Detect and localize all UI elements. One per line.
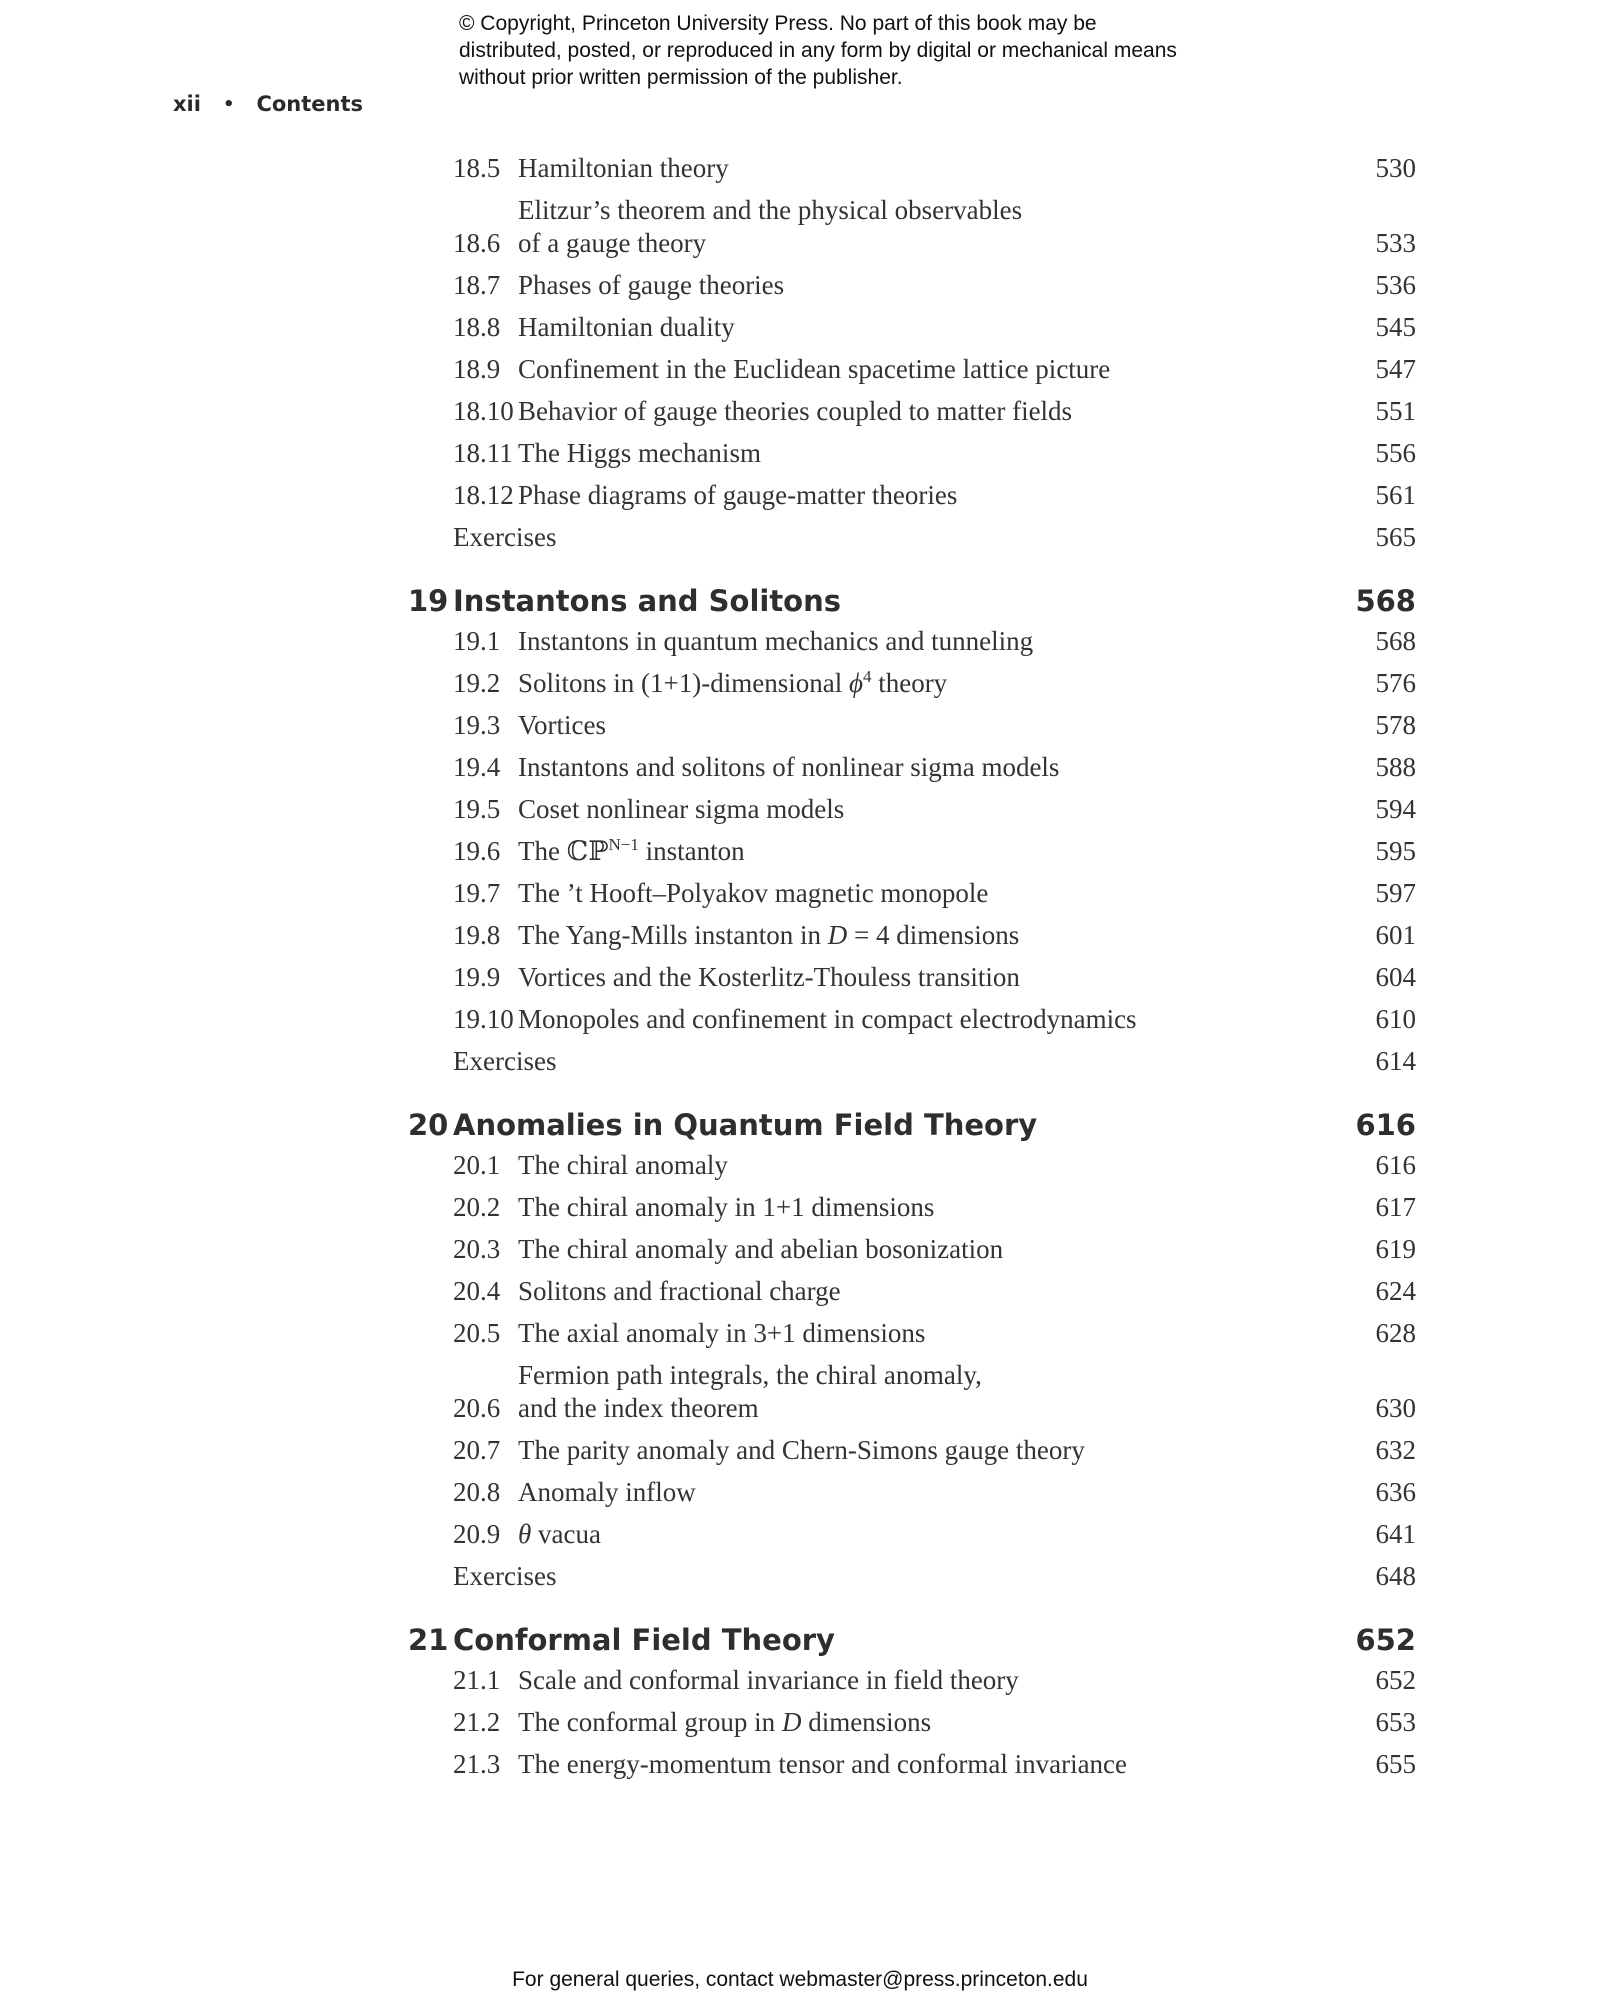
- entry-number: 20.2: [453, 1192, 501, 1222]
- entry-title-text: Hamiltonian duality: [518, 312, 735, 342]
- entry-page: 530: [1375, 153, 1416, 183]
- entry-page: 601: [1375, 920, 1416, 950]
- chapter-title: Anomalies in Quantum Field Theory: [453, 1108, 1038, 1142]
- entry-number: 18.12: [453, 480, 514, 510]
- entry-number: 19.5: [453, 794, 501, 824]
- entry-title: [518, 961, 1336, 994]
- toc-entry: [453, 919, 1416, 961]
- toc-entry: [453, 625, 1416, 667]
- entry-title: [518, 709, 1336, 742]
- toc-entry: [453, 395, 1416, 437]
- entry-number: 20.1: [453, 1150, 501, 1180]
- entry-number: 18.8: [453, 312, 501, 342]
- entry-title: [518, 1434, 1336, 1467]
- toc-entry: [453, 667, 1416, 709]
- entry-title-text: instanton: [638, 836, 745, 866]
- toc-entry: [453, 269, 1416, 311]
- entry-title: [518, 311, 1336, 344]
- chapter-page: 616: [1355, 1108, 1416, 1142]
- toc-entry: [453, 353, 1416, 395]
- entry-page: 545: [1375, 312, 1416, 342]
- entry-title-text: Exercises: [453, 1046, 557, 1076]
- entry-title-text: = 4 dimensions: [847, 920, 1020, 950]
- entry-title: [453, 521, 1336, 554]
- entry-title-text: Monopoles and confinement in compact electrodynamics: [518, 1004, 1137, 1034]
- entry-title: [518, 1233, 1336, 1266]
- entry-title-text: The ’t Hooft–Polyakov magnetic monopole: [518, 878, 989, 908]
- footer-contact: For general queries, contact webmaster@press.princeton.edu: [512, 1968, 1088, 1991]
- chapter-heading: [408, 583, 1416, 625]
- entry-title-continued: of a gauge theory: [518, 228, 707, 258]
- entry-number: 19.2: [453, 668, 501, 698]
- chapter-page: 652: [1355, 1623, 1416, 1657]
- entry-number: 18.5: [453, 153, 501, 183]
- toc-entry: [453, 751, 1416, 793]
- section-name: Contents: [256, 92, 364, 116]
- chapter-title: Conformal Field Theory: [453, 1623, 835, 1657]
- entry-page: 655: [1375, 1749, 1416, 1779]
- entry-number: 19.9: [453, 962, 501, 992]
- toc-entry: [453, 877, 1416, 919]
- entry-title-text: The conformal group in: [518, 1707, 782, 1737]
- entry-page: 536: [1375, 270, 1416, 300]
- entry-title-text: Instantons in quantum mechanics and tunneling: [518, 626, 1034, 656]
- toc-entry: [453, 793, 1416, 835]
- chapter-heading: [408, 1622, 1416, 1664]
- entry-page: 648: [1375, 1561, 1416, 1591]
- exercises-entry: [453, 1045, 1416, 1087]
- entry-number: 19.8: [453, 920, 501, 950]
- toc-entry: [453, 1434, 1416, 1476]
- entry-title-continued: and the index theorem: [518, 1393, 759, 1423]
- entry-number: 20.3: [453, 1234, 501, 1264]
- entry-number: 20.5: [453, 1318, 501, 1348]
- toc-entry: [453, 1275, 1416, 1317]
- toc-entry: [453, 1149, 1416, 1191]
- chapter-number: 21: [408, 1623, 449, 1657]
- entry-title-text: Scale and conformal invariance in field theory: [518, 1665, 1019, 1695]
- entry-title: [518, 919, 1336, 952]
- entry-title: [518, 479, 1336, 512]
- chapter-number: 20: [408, 1108, 449, 1142]
- entry-page: 578: [1375, 710, 1416, 740]
- entry-page: 588: [1375, 752, 1416, 782]
- entry-title-text: Confinement in the Euclidean spacetime lattice picture: [518, 354, 1111, 384]
- toc-entry: [453, 709, 1416, 751]
- entry-page: 597: [1375, 878, 1416, 908]
- entry-title: [518, 395, 1336, 428]
- entry-number: 19.10: [453, 1004, 514, 1034]
- toc-entry: [453, 835, 1416, 877]
- entry-number: 18.9: [453, 354, 501, 384]
- toc-entry: [453, 1003, 1416, 1045]
- chapter-number: 19: [408, 584, 449, 618]
- bullet-separator: •: [222, 93, 235, 115]
- toc-entry: [453, 1359, 1416, 1434]
- entry-number: 18.7: [453, 270, 501, 300]
- toc-entry: [453, 1191, 1416, 1233]
- entry-title-text: The Higgs mechanism: [518, 438, 761, 468]
- entry-page: 653: [1375, 1707, 1416, 1737]
- entry-title: [518, 1191, 1336, 1224]
- entry-page: 561: [1375, 480, 1416, 510]
- entry-number: 19.1: [453, 626, 501, 656]
- entry-title: [518, 1317, 1336, 1350]
- entry-number: 18.6: [453, 228, 501, 258]
- entry-title-text: Vortices: [518, 710, 606, 740]
- math-symbol: D: [781, 1707, 802, 1737]
- entry-title: [518, 1664, 1336, 1697]
- entry-title: [518, 793, 1336, 826]
- entry-number: 19.4: [453, 752, 501, 782]
- toc-entry: [453, 1476, 1416, 1518]
- entry-number: 19.3: [453, 710, 501, 740]
- chapter-heading: [408, 1107, 1416, 1149]
- entry-title: [518, 152, 1336, 185]
- entry-page: 556: [1375, 438, 1416, 468]
- entry-number: 20.7: [453, 1435, 501, 1465]
- entry-page: 624: [1375, 1276, 1416, 1306]
- entry-title-text: The axial anomaly in 3+1 dimensions: [518, 1318, 926, 1348]
- chapter-page: 568: [1355, 584, 1416, 618]
- entry-number: 19.6: [453, 836, 501, 866]
- entry-title-text: Phases of gauge theories: [518, 270, 785, 300]
- entry-page: 641: [1375, 1519, 1416, 1549]
- entry-title-text: theory: [871, 668, 948, 698]
- entry-title: [518, 877, 1336, 910]
- copyright-notice: © Copyright, Princeton University Press. No part of this book may be distributed, posted, or reproduced in any form by digital or mechanical means without prior written permission of the publisher.: [459, 12, 1177, 89]
- entry-number: 20.6: [453, 1393, 501, 1423]
- entry-number: 18.11: [453, 438, 513, 468]
- entry-page: 619: [1375, 1234, 1416, 1264]
- entry-title-text: Vortices and the Kosterlitz-Thouless transition: [518, 962, 1020, 992]
- entry-title-text: The ℂℙ: [518, 836, 609, 866]
- toc-entry: [453, 1706, 1416, 1748]
- entry-number: 19.7: [453, 878, 501, 908]
- entry-title-text: dimensions: [801, 1707, 932, 1737]
- chapter-title: Instantons and Solitons: [453, 584, 842, 618]
- entry-number: 21.1: [453, 1665, 501, 1695]
- toc-entry: [453, 437, 1416, 479]
- entry-title-text: Behavior of gauge theories coupled to matter fields: [518, 396, 1073, 426]
- entry-page: 551: [1375, 396, 1416, 426]
- entry-title-text: The Yang-Mills instanton in: [518, 920, 828, 950]
- entry-title: [518, 751, 1336, 784]
- math-superscript: 4: [862, 667, 872, 686]
- entry-title-text: Fermion path integrals, the chiral anomaly,: [518, 1360, 982, 1390]
- entry-page: 617: [1375, 1192, 1416, 1222]
- entry-title: [518, 1359, 1336, 1425]
- entry-title-text: Solitons in (1+1)-dimensional: [518, 668, 849, 698]
- entry-number: 21.3: [453, 1749, 501, 1779]
- entry-page: 576: [1375, 668, 1416, 698]
- entry-page: 616: [1375, 1150, 1416, 1180]
- toc-entry: [453, 1664, 1416, 1706]
- entry-page: 636: [1375, 1477, 1416, 1507]
- math-superscript: N−1: [608, 835, 639, 854]
- table-of-contents: [408, 152, 1416, 1790]
- entry-title-text: Phase diagrams of gauge-matter theories: [518, 480, 958, 510]
- toc-entry: [453, 1233, 1416, 1275]
- entry-page: 565: [1375, 522, 1416, 552]
- entry-page: 614: [1375, 1046, 1416, 1076]
- entry-title-text: The energy-momentum tensor and conformal invariance: [518, 1749, 1128, 1779]
- entry-title-text: Anomaly inflow: [518, 1477, 696, 1507]
- entry-page: 547: [1375, 354, 1416, 384]
- toc-entry: [453, 152, 1416, 194]
- entry-page: 595: [1375, 836, 1416, 866]
- entry-title: [518, 194, 1336, 260]
- entry-title: [518, 1476, 1336, 1509]
- entry-number: 20.8: [453, 1477, 501, 1507]
- entry-title: [453, 1560, 1336, 1593]
- entry-title-text: Elitzur’s theorem and the physical observables: [518, 195, 1023, 225]
- entry-page: 610: [1375, 1004, 1416, 1034]
- running-head: [173, 92, 363, 116]
- entry-title: [518, 1275, 1336, 1308]
- entry-title: [518, 1149, 1336, 1182]
- math-symbol: ϕ: [848, 668, 863, 698]
- toc-entry: [453, 961, 1416, 1003]
- entry-title-text: Exercises: [453, 1561, 557, 1591]
- entry-page: 594: [1375, 794, 1416, 824]
- math-symbol: θ: [518, 1519, 532, 1549]
- entry-title: [518, 1748, 1336, 1781]
- math-symbol: D: [827, 920, 848, 950]
- exercises-entry: [453, 1560, 1416, 1602]
- entry-title: [518, 1003, 1336, 1036]
- entry-page: 533: [1375, 228, 1416, 258]
- entry-title-text: The chiral anomaly: [518, 1150, 728, 1180]
- entry-title-text: The chiral anomaly in 1+1 dimensions: [518, 1192, 935, 1222]
- toc-entry: [453, 194, 1416, 269]
- entry-title: [453, 1045, 1336, 1078]
- entry-page: 630: [1375, 1393, 1416, 1423]
- entry-title: [518, 1706, 1336, 1739]
- entry-number: 20.9: [453, 1519, 501, 1549]
- entry-number: 21.2: [453, 1707, 501, 1737]
- entry-title-text: Hamiltonian theory: [518, 153, 729, 183]
- entry-number: 20.4: [453, 1276, 501, 1306]
- toc-entry: [453, 479, 1416, 521]
- entry-page: 652: [1375, 1665, 1416, 1695]
- entry-title-text: Solitons and fractional charge: [518, 1276, 841, 1306]
- entry-title-text: The parity anomaly and Chern-Simons gauge theory: [518, 1435, 1085, 1465]
- page-number: xii: [173, 92, 201, 116]
- entry-title: [518, 625, 1336, 658]
- toc-entry: [453, 1748, 1416, 1790]
- exercises-entry: [453, 521, 1416, 563]
- entry-title: [518, 437, 1336, 470]
- entry-page: 568: [1375, 626, 1416, 656]
- entry-title-text: The chiral anomaly and abelian bosonization: [518, 1234, 1004, 1264]
- entry-title-text: Coset nonlinear sigma models: [518, 794, 845, 824]
- entry-number: 18.10: [453, 396, 514, 426]
- entry-page: 632: [1375, 1435, 1416, 1465]
- entry-title: [518, 835, 1336, 868]
- toc-entry: [453, 1317, 1416, 1359]
- entry-title: [518, 269, 1336, 302]
- entry-title: [518, 1518, 1336, 1551]
- entry-page: 628: [1375, 1318, 1416, 1348]
- toc-entry: [453, 1518, 1416, 1560]
- entry-title: [518, 353, 1336, 386]
- entry-title-text: Instantons and solitons of nonlinear sigma models: [518, 752, 1060, 782]
- toc-entry: [453, 311, 1416, 353]
- entry-title-text: Exercises: [453, 522, 557, 552]
- entry-page: 604: [1375, 962, 1416, 992]
- entry-title: [518, 667, 1336, 700]
- entry-title-text: vacua: [531, 1519, 601, 1549]
